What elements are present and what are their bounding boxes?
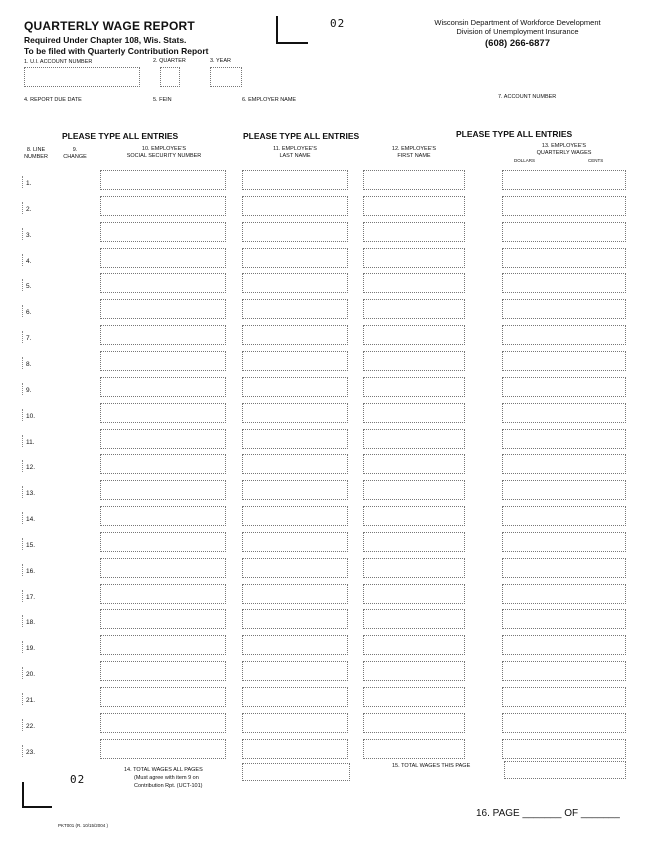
department-name bbox=[420, 18, 615, 36]
wages-field[interactable] bbox=[502, 506, 626, 526]
wages-field[interactable] bbox=[502, 299, 626, 319]
last-name-field[interactable] bbox=[242, 170, 348, 190]
first-name-field[interactable] bbox=[363, 506, 465, 526]
ssn-field[interactable] bbox=[100, 635, 226, 655]
last-name-field[interactable] bbox=[242, 403, 348, 423]
line-tick bbox=[22, 228, 23, 240]
line-number: 1. bbox=[26, 180, 32, 187]
ssn-field[interactable] bbox=[100, 558, 226, 578]
total-all-text-1: 14. TOTAL WAGES ALL PAGES bbox=[124, 767, 203, 773]
line-tick bbox=[22, 719, 23, 731]
col-wages-text-2: QUARTERLY WAGES bbox=[536, 150, 592, 156]
please-type-heading-2: PLEASE TYPE ALL ENTRIES bbox=[243, 131, 360, 141]
form-code-top: 02 bbox=[330, 17, 346, 30]
line-number: 2. bbox=[26, 205, 32, 213]
wages-field[interactable] bbox=[502, 635, 626, 655]
ssn-field[interactable] bbox=[100, 170, 226, 190]
ssn-field[interactable] bbox=[100, 351, 226, 371]
wages-field[interactable] bbox=[502, 248, 626, 268]
ssn-field[interactable] bbox=[100, 532, 226, 552]
line-tick bbox=[22, 331, 23, 343]
last-name-field[interactable] bbox=[242, 248, 348, 268]
ssn-field[interactable] bbox=[100, 222, 226, 242]
first-name-field[interactable] bbox=[363, 454, 465, 474]
wages-field[interactable] bbox=[502, 403, 626, 423]
line-number: 9. bbox=[26, 386, 32, 394]
col-wages-text-1: 13. EMPLOYEE'S bbox=[541, 143, 587, 149]
line-tick bbox=[22, 435, 23, 447]
account-number-label: 7. ACCOUNT NUMBER bbox=[498, 94, 557, 100]
wages-field[interactable] bbox=[502, 273, 626, 293]
line-number: 4. bbox=[26, 257, 32, 265]
wages-field[interactable] bbox=[502, 222, 626, 242]
col-header-last-name bbox=[242, 146, 348, 160]
last-name-field[interactable] bbox=[242, 351, 348, 371]
last-name-field[interactable] bbox=[242, 661, 348, 681]
line-tick bbox=[22, 615, 23, 627]
first-name-field[interactable] bbox=[363, 532, 465, 552]
first-name-field[interactable] bbox=[363, 273, 465, 293]
col-line-text-1: 8. LINE bbox=[26, 147, 46, 153]
col-change-text-2: CHANGE bbox=[63, 154, 87, 160]
col-first-text-2: FIRST NAME bbox=[397, 153, 431, 159]
last-name-field[interactable] bbox=[242, 584, 348, 604]
wages-field[interactable] bbox=[502, 558, 626, 578]
line-number: 7. bbox=[26, 335, 32, 343]
year-label: 3. YEAR bbox=[210, 58, 231, 64]
first-name-field[interactable] bbox=[363, 687, 465, 707]
line-tick bbox=[22, 590, 23, 602]
total-this-page-label: 15. TOTAL WAGES THIS PAGE bbox=[392, 763, 471, 769]
col-last-text-2: LAST NAME bbox=[279, 153, 311, 159]
col-ssn-text-2: SOCIAL SECURITY NUMBER bbox=[126, 153, 202, 159]
col-first-text-1: 12. EMPLOYEE'S bbox=[391, 146, 437, 152]
line-number: 17. bbox=[26, 593, 36, 601]
ssn-field[interactable] bbox=[100, 196, 226, 216]
first-name-field[interactable] bbox=[363, 222, 465, 242]
quarter-label: 2. QUARTER bbox=[153, 58, 186, 64]
last-name-field[interactable] bbox=[242, 480, 348, 500]
col-line-text-2: NUMBER bbox=[24, 154, 48, 160]
wages-field[interactable] bbox=[502, 532, 626, 552]
last-name-field[interactable] bbox=[242, 429, 348, 449]
last-name-field[interactable] bbox=[242, 377, 348, 397]
last-name-field[interactable] bbox=[242, 558, 348, 578]
line-number: 16. bbox=[26, 567, 36, 575]
last-name-field[interactable] bbox=[242, 506, 348, 526]
col-header-ssn bbox=[100, 146, 228, 160]
col-ssn-text-1: 10. EMPLOYEE'S bbox=[141, 146, 187, 152]
line-number: 13. bbox=[26, 490, 36, 498]
col-header-change bbox=[58, 147, 92, 161]
first-name-field[interactable] bbox=[363, 584, 465, 604]
wages-field[interactable] bbox=[502, 429, 626, 449]
form-subtitle-statute: Required Under Chapter 108, Wis. Stats. bbox=[24, 35, 187, 45]
col-header-line-number bbox=[18, 147, 54, 161]
first-name-field[interactable] bbox=[363, 558, 465, 578]
wages-field[interactable] bbox=[502, 687, 626, 707]
cents-label: CENTS bbox=[588, 158, 604, 163]
line-number: 8. bbox=[26, 360, 32, 368]
wages-field[interactable] bbox=[502, 713, 626, 733]
dept-line-2: Division of Unemployment Insurance bbox=[456, 27, 579, 36]
line-tick bbox=[22, 279, 23, 291]
last-name-field[interactable] bbox=[242, 687, 348, 707]
quarter-field[interactable] bbox=[160, 67, 180, 87]
total-wages-this-page-field[interactable] bbox=[504, 761, 626, 779]
line-number: 19. bbox=[26, 645, 36, 653]
total-all-text-3: Contribution Rpt. (UCT-101) bbox=[134, 783, 203, 789]
wages-field[interactable] bbox=[502, 325, 626, 345]
wages-field[interactable] bbox=[502, 584, 626, 604]
ssn-field[interactable] bbox=[100, 480, 226, 500]
line-tick bbox=[22, 383, 23, 395]
department-phone: (608) 266-6877 bbox=[485, 38, 550, 49]
ssn-field[interactable] bbox=[100, 377, 226, 397]
first-name-field[interactable] bbox=[363, 713, 465, 733]
corner-registration-mark-bottom bbox=[22, 782, 52, 808]
line-number: 12. bbox=[26, 464, 36, 472]
first-name-field[interactable] bbox=[363, 403, 465, 423]
last-name-field[interactable] bbox=[242, 196, 348, 216]
line-number: 20. bbox=[26, 671, 36, 679]
last-name-field[interactable] bbox=[242, 222, 348, 242]
line-number: 15. bbox=[26, 541, 36, 549]
first-name-field[interactable] bbox=[363, 609, 465, 629]
last-name-field[interactable] bbox=[242, 713, 348, 733]
last-name-field[interactable] bbox=[242, 739, 348, 759]
dept-line-1: Wisconsin Department of Workforce Development bbox=[434, 18, 601, 27]
first-name-field[interactable] bbox=[363, 429, 465, 449]
form-subtitle-filing: To be filed with Quarterly Contribution Report bbox=[24, 46, 209, 56]
line-tick bbox=[22, 176, 23, 188]
line-tick bbox=[22, 641, 23, 653]
first-name-field[interactable] bbox=[363, 351, 465, 371]
line-tick bbox=[22, 538, 23, 550]
wages-field[interactable] bbox=[502, 351, 626, 371]
ssn-field[interactable] bbox=[100, 687, 226, 707]
employer-name-label: 6. EMPLOYER NAME bbox=[242, 97, 297, 103]
total-all-pages-label bbox=[124, 766, 203, 790]
ssn-field[interactable] bbox=[100, 739, 226, 759]
first-name-field[interactable] bbox=[363, 635, 465, 655]
first-name-field[interactable] bbox=[363, 377, 465, 397]
line-number: 6. bbox=[26, 309, 32, 317]
line-tick bbox=[22, 305, 23, 317]
ssn-field[interactable] bbox=[100, 454, 226, 474]
form-code-bottom: 02 bbox=[70, 773, 86, 786]
col-header-wages bbox=[502, 143, 626, 157]
first-name-field[interactable] bbox=[363, 739, 465, 759]
dollars-label: DOLLARS bbox=[514, 158, 536, 163]
line-tick bbox=[22, 667, 23, 679]
line-tick bbox=[22, 460, 23, 472]
first-name-field[interactable] bbox=[363, 661, 465, 681]
line-tick bbox=[22, 745, 23, 757]
line-number: 22. bbox=[26, 722, 36, 730]
please-type-heading-3: PLEASE TYPE ALL ENTRIES bbox=[456, 129, 573, 139]
line-number: 5. bbox=[26, 283, 32, 291]
ssn-field[interactable] bbox=[100, 248, 226, 268]
year-field[interactable] bbox=[210, 67, 242, 87]
ui-account-field[interactable] bbox=[24, 67, 140, 87]
wages-field[interactable] bbox=[502, 609, 626, 629]
form-title: QUARTERLY WAGE REPORT bbox=[24, 19, 195, 33]
wages-field[interactable] bbox=[502, 739, 626, 759]
last-name-field[interactable] bbox=[242, 532, 348, 552]
wages-field[interactable] bbox=[502, 480, 626, 500]
last-name-field[interactable] bbox=[242, 635, 348, 655]
line-number: 21. bbox=[26, 697, 36, 704]
first-name-field[interactable] bbox=[363, 325, 465, 345]
corner-registration-mark-top bbox=[276, 16, 308, 44]
line-number: 23. bbox=[26, 748, 36, 756]
page-of-label: 16. PAGE _______ OF _______ bbox=[476, 808, 620, 819]
ssn-field[interactable] bbox=[100, 713, 226, 733]
last-name-field[interactable] bbox=[242, 609, 348, 629]
total-wages-all-pages-field[interactable] bbox=[242, 763, 350, 781]
first-name-field[interactable] bbox=[363, 248, 465, 268]
last-name-field[interactable] bbox=[242, 273, 348, 293]
ui-account-label: 1. U.I. ACCOUNT NUMBER bbox=[24, 59, 93, 65]
wages-field[interactable] bbox=[502, 377, 626, 397]
wages-field[interactable] bbox=[502, 170, 626, 190]
wages-field[interactable] bbox=[502, 661, 626, 681]
line-tick bbox=[22, 564, 23, 576]
wages-field[interactable] bbox=[502, 196, 626, 216]
line-tick bbox=[22, 254, 23, 266]
first-name-field[interactable] bbox=[363, 480, 465, 500]
line-tick bbox=[22, 409, 23, 421]
first-name-field[interactable] bbox=[363, 170, 465, 190]
ssn-field[interactable] bbox=[100, 506, 226, 526]
please-type-heading-1: PLEASE TYPE ALL ENTRIES bbox=[62, 131, 179, 141]
line-tick bbox=[22, 486, 23, 498]
col-last-text-1: 11. EMPLOYEE'S bbox=[273, 146, 317, 152]
last-name-field[interactable] bbox=[242, 454, 348, 474]
line-tick bbox=[22, 693, 23, 705]
ssn-field[interactable] bbox=[100, 325, 226, 345]
form-revision-id: PKT001 (R. 10/15/2004 ) bbox=[58, 823, 109, 828]
ssn-field[interactable] bbox=[100, 429, 226, 449]
line-tick bbox=[22, 512, 23, 524]
due-date-label: 4. REPORT DUE DATE bbox=[24, 97, 82, 103]
ssn-field[interactable] bbox=[100, 661, 226, 681]
line-number: 14. bbox=[26, 516, 36, 524]
ssn-field[interactable] bbox=[100, 584, 226, 604]
line-tick bbox=[22, 357, 23, 369]
first-name-field[interactable] bbox=[363, 196, 465, 216]
last-name-field[interactable] bbox=[242, 325, 348, 345]
total-all-text-2: (Must agree with item 9 on bbox=[134, 775, 199, 781]
col-header-first-name bbox=[362, 146, 466, 160]
first-name-field[interactable] bbox=[363, 299, 465, 319]
last-name-field[interactable] bbox=[242, 299, 348, 319]
line-number: 18. bbox=[26, 619, 36, 627]
col-change-text-1: 9. bbox=[72, 147, 78, 153]
ssn-field[interactable] bbox=[100, 609, 226, 629]
line-number: 11. bbox=[26, 438, 35, 446]
ssn-field[interactable] bbox=[100, 403, 226, 423]
wages-field[interactable] bbox=[502, 454, 626, 474]
ssn-field[interactable] bbox=[100, 299, 226, 319]
ssn-field[interactable] bbox=[100, 273, 226, 293]
fein-label: 5. FEIN bbox=[153, 97, 172, 103]
line-number: 10. bbox=[26, 412, 36, 420]
line-tick bbox=[22, 202, 23, 214]
line-number: 3. bbox=[26, 231, 32, 239]
